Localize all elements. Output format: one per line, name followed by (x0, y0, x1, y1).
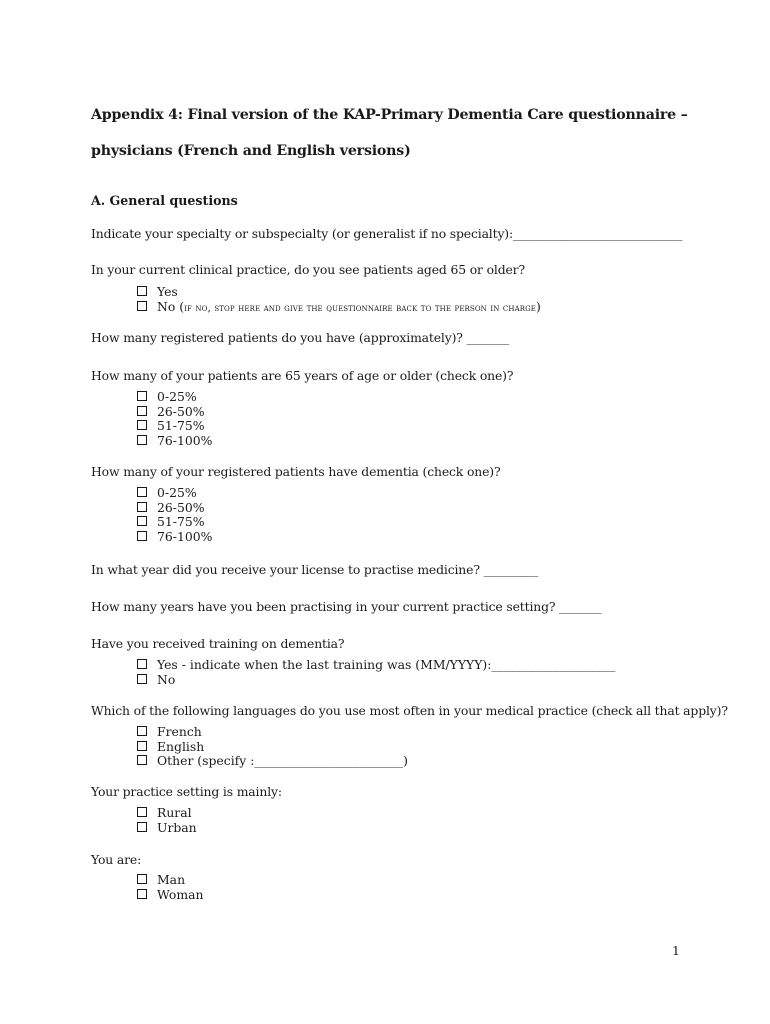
checkbox-icon[interactable] (137, 516, 147, 526)
checkbox-icon[interactable] (137, 726, 147, 736)
option-woman[interactable] (137, 888, 203, 903)
question-languages: Which of the following languages do you use most often in your medical practice (check all that apply)? (91, 703, 728, 718)
checkbox-icon[interactable] (137, 822, 147, 832)
option-label: 26-50% (157, 499, 205, 515)
question-patients-65-share: How many of your patients are 65 years of age or older (check one)? (91, 368, 514, 383)
option-other[interactable] (137, 754, 408, 769)
option-yes[interactable] (137, 285, 541, 300)
answer-blank[interactable]: _______ (466, 330, 509, 345)
options-languages (137, 725, 408, 769)
option-label: French (157, 724, 202, 739)
option-label: Rural (157, 805, 192, 820)
question-text: In what year did you receive your license to practise medicine? (91, 562, 484, 577)
option-yes[interactable] (137, 658, 615, 673)
question-text: How many years have you been practising in your current practice setting? (91, 599, 560, 614)
question-specialty (91, 226, 682, 241)
answer-blank[interactable]: ________________________ (254, 753, 404, 769)
checkbox-icon[interactable] (137, 741, 147, 751)
question-sex: You are: (91, 852, 142, 867)
option-51-75[interactable] (137, 515, 212, 530)
checkbox-icon[interactable] (137, 435, 147, 445)
answer-blank[interactable]: ____________________________ (513, 226, 683, 241)
question-registered-patients (91, 330, 509, 345)
option-0-25[interactable] (137, 486, 212, 501)
option-french[interactable] (137, 725, 408, 740)
question-dementia-share: How many of your registered patients have dementia (check one)? (91, 464, 501, 479)
option-label: 76-100% (157, 528, 213, 544)
option-76-100[interactable] (137, 530, 212, 545)
option-note: if no, stop here and give the questionnaire back to the person in charge (184, 301, 536, 314)
checkbox-icon[interactable] (137, 502, 147, 512)
checkbox-icon[interactable] (137, 391, 147, 401)
option-label: 51-75% (157, 514, 205, 530)
question-text: How many registered patients do you have (approximately)? (91, 330, 467, 345)
document-title-line-1: Appendix 4: Final version of the KAP-Primary Dementia Care questionnaire – (91, 107, 688, 123)
option-label: 76-100% (157, 432, 213, 448)
option-rural[interactable] (137, 806, 197, 821)
option-note-open: ( (175, 298, 185, 314)
options-dementia-training (137, 658, 615, 687)
option-label: 0-25% (157, 389, 197, 404)
option-26-50[interactable] (137, 501, 212, 516)
option-51-75[interactable] (137, 419, 212, 434)
checkbox-icon[interactable] (137, 286, 147, 296)
option-label: Urban (157, 819, 197, 835)
options-dementia-share (137, 486, 212, 544)
options-sex (137, 873, 203, 902)
option-label: English (157, 738, 205, 754)
question-license-year (91, 562, 538, 577)
question-text: Indicate your specialty or subspecialty (or generalist if no specialty): (91, 226, 514, 241)
question-years-practising (91, 599, 601, 614)
checkbox-icon[interactable] (137, 487, 147, 497)
checkbox-icon[interactable] (137, 807, 147, 817)
question-patients-65: In your current clinical practice, do you see patients aged 65 or older? (91, 262, 525, 277)
checkbox-icon[interactable] (137, 755, 147, 765)
option-no[interactable] (137, 300, 541, 316)
option-label: No (157, 671, 176, 687)
options-practice-setting (137, 806, 197, 835)
option-label: 26-50% (157, 403, 205, 419)
checkbox-icon[interactable] (137, 406, 147, 416)
option-label: Man (157, 872, 186, 887)
checkbox-icon[interactable] (137, 301, 147, 311)
option-label: Other (specify : (157, 753, 255, 769)
option-man[interactable] (137, 873, 203, 888)
option-label: Woman (157, 886, 204, 902)
option-label: No (157, 298, 176, 314)
option-26-50[interactable] (137, 405, 212, 420)
checkbox-icon[interactable] (137, 674, 147, 684)
option-label: 0-25% (157, 485, 197, 500)
answer-blank[interactable]: _______ (559, 599, 602, 614)
option-label: 51-75% (157, 418, 205, 434)
option-76-100[interactable] (137, 434, 212, 449)
checkbox-icon[interactable] (137, 659, 147, 669)
option-urban[interactable] (137, 821, 197, 836)
options-patients-65 (137, 285, 541, 315)
checkbox-icon[interactable] (137, 420, 147, 430)
checkbox-icon[interactable] (137, 889, 147, 899)
page-number: 1 (672, 943, 680, 958)
option-label: Yes - indicate when the last training was (MM/YYYY): (157, 657, 492, 672)
answer-blank[interactable]: ____________________ (491, 657, 616, 672)
option-note-close: ) (536, 298, 541, 314)
section-heading: A. General questions (91, 193, 238, 208)
option-0-25[interactable] (137, 390, 212, 405)
option-english[interactable] (137, 740, 408, 755)
answer-blank[interactable]: _________ (483, 562, 539, 577)
option-label: Yes (157, 284, 178, 299)
options-patients-65-share (137, 390, 212, 448)
checkbox-icon[interactable] (137, 874, 147, 884)
question-practice-setting: Your practice setting is mainly: (91, 784, 282, 799)
option-close: ) (403, 753, 408, 769)
checkbox-icon[interactable] (137, 531, 147, 541)
document-title-line-2: physicians (French and English versions) (91, 143, 411, 159)
option-no[interactable] (137, 673, 615, 688)
question-dementia-training: Have you received training on dementia? (91, 636, 345, 651)
